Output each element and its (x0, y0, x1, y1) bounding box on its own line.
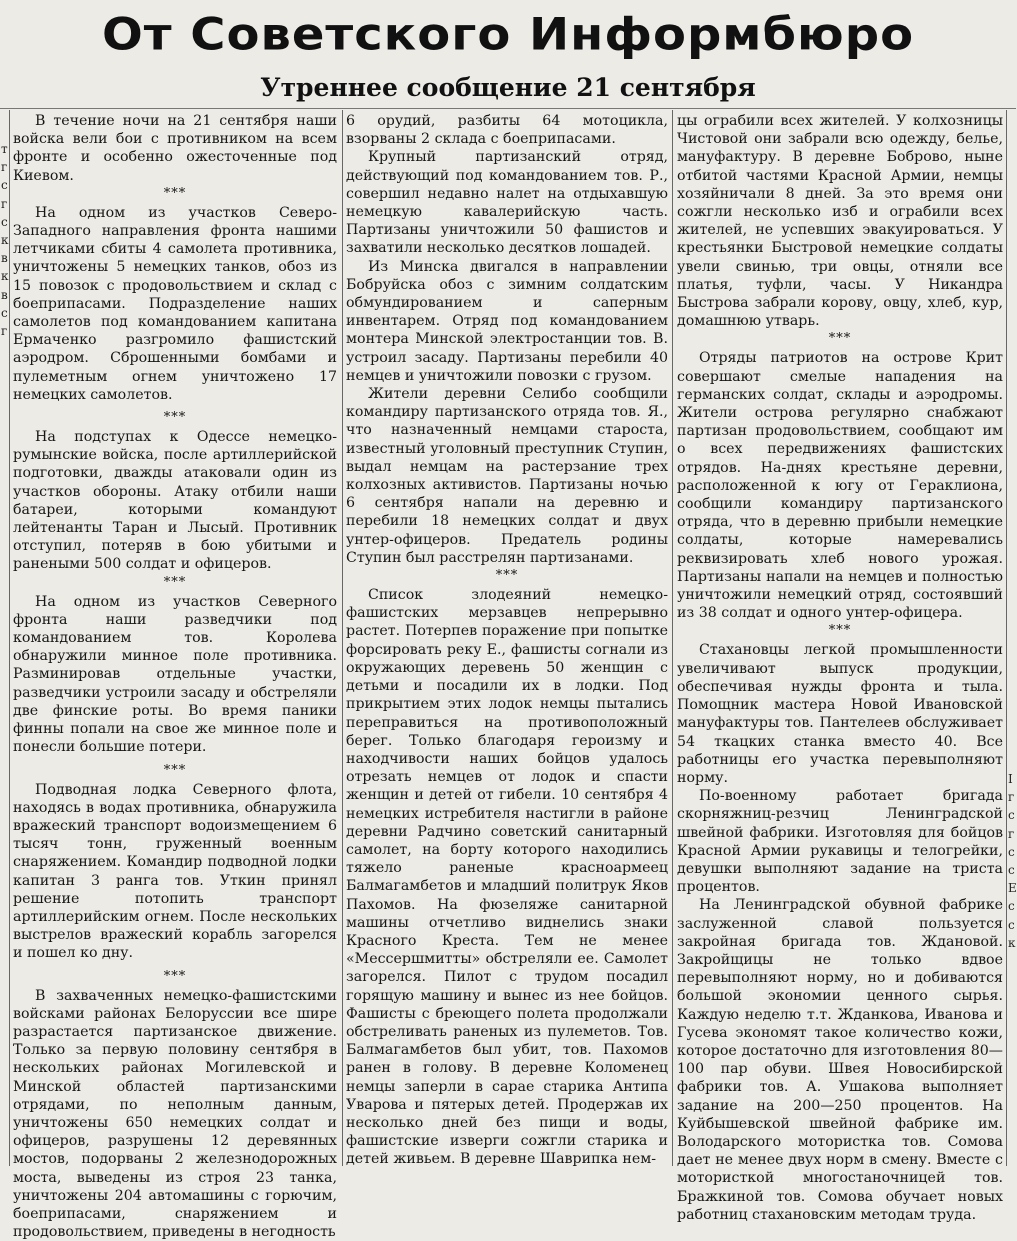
right-edge-letter: к (1008, 935, 1016, 950)
asterism-separator: *** (163, 968, 187, 984)
asterism-separator: *** (163, 762, 187, 778)
asterism-separator: *** (163, 574, 187, 590)
paragraph: Отряды патриотов на острове Крит совершают смелые нападения на германских солдат, склады и аэродромы. Жители острова регулярно снабжают партизан продовольствием, сообщают им о всех передвижениях фашистских отрядов. На-днях крестьяне деревни, расположенной к югу от Гераклиона, сообщили командиру партизанского отряда, что в деревню прибыли немецкие солдаты, которые намеревались реквизировать хлеб нового урожая. Партизаны напали на немцев и полностью уничтожили немецкий отряд, состоявший из 38 солдат и одного унтер-офицера. (677, 350, 1003, 622)
paragraph: На одном из участков Северного фронта наши разведчики под командованием тов. Королева обнаружили минное поле противника. Разминировав отдельные участки, разведчики устроили засаду и обстреляли две финские роты. Во время паники финны попали на свое же минное поле и понесли большие потери. (13, 593, 337, 756)
asterism-separator: *** (828, 331, 852, 347)
left-edge-letter: к (1, 269, 9, 284)
right-edge-letter: Е (1008, 881, 1017, 896)
right-edge-fragment (1008, 770, 1016, 952)
column-rule-1 (342, 110, 343, 1166)
right-edge-letter: с (1008, 917, 1015, 932)
article-column-3 (677, 112, 1003, 1223)
right-edge-letter: I (1008, 772, 1013, 786)
left-edge-letter: с (1, 305, 8, 320)
asterism-separator: *** (495, 568, 519, 584)
asterism-separator: *** (163, 185, 187, 201)
left-edge-fragment (1, 140, 9, 340)
right-edge-letter: г (1008, 790, 1015, 805)
paragraph: На подступах к Одессе немецко-румынские войска, после артиллерийской подготовки, дважды атаковали один из участков обороны. Атаку отбили наши батареи, которыми командуют лейтенанты Таран и Лысый. Противник отступил, потеряв в бою убитыми и ранеными 500 солдат и офицеров. (13, 429, 337, 573)
right-edge-letter: с (1008, 899, 1015, 914)
right-edge-letter: с (1008, 844, 1015, 859)
left-edge-letter: т (1, 142, 8, 156)
paragraph: В течение ночи на 21 сентября наши войска вели бои с противником на всем фронте и особенно ожесточенные под Киевом. (13, 113, 337, 184)
paragraph: В захваченных немецко-фашистскими войсками районах Белоруссии все шире разрастается партизанское движение. Только за первую половину сентября в нескольких районах Могилевской и Минской областей партизанскими отрядами, по неполным данным, уничтожены 650 немецких солдат и офицеров, разрушены 12 деревянных мостов, подорваны 2 железнодорожных моста, выведены из строя 23 танка, уничтожены 204 автомашины с горючим, боеприпасами, снаряжением и продовольствием, приведены в негодность (13, 987, 337, 1241)
header-rule (0, 108, 1016, 109)
asterism-separator: *** (828, 623, 852, 639)
paragraph: Подводная лодка Северного флота, находясь в водах противника, обнаружила вражеский транспорт водоизмещением 6 тысяч тонн, груженный военным снаряжением. Командир подводной лодки капитан 3 ранга тов. Уткин принял решение потопить транспорт артиллерийским огнем. После нескольких выстрелов вражеский корабль загорелся и пошел ко дну. (13, 781, 337, 962)
paragraph: Стахановцы легкой промышленности увеличивают выпуск продукции, обеспечивая нужды фронта и тыла. Помощник мастера Новой Ивановской мануфактуры тов. Пантелеев обслуживает 54 ткацких станка вместо 40. Все работницы его участка перевыполняют норму. (677, 642, 1003, 786)
paragraph: Список злодеяний немецко-фашистских мерзавцев непрерывно растет. Потерпев поражение при попытке форсировать реку Е., фашисты согнали из окружающих деревень 50 женщин с детьми и посадили их в лодки. Под прикрытием этих лодок немцы пытались переправиться на противоположный берег. Только благодаря героизму и находчивости наших бойцов удалось отрезать немцев от лодок и спасти женщин и детей от гибели. 10 сентября 4 немецких истребителя настигли в районе деревни Радчино советский санитарный самолет, на борту которого находились тяжело раненые красноармеец Балмагамбетов и младший политрук Яков Пахомов. На фюзеляже санитарной машины отчетливо виднелись знаки Красного Креста. Тем не менее «Мессершмитты» обстреляли ее. Самолет загорелся. Пилот с трудом посадил горящую машину и вынес из нее бойцов. Фашисты с бреющего полета продолжали обстреливать раненых из пулеметов. Тов. Балмагамбетов был убит, тов. Пахомов ранен в голову. В деревне Коломенец немцы заперли в сарае старика Антипа Уварова и пятерых детей. Продержав их несколько дней без пищи и воды, фашистские изверги сожгли старика и детей живьем. В деревне Шаврипка нем- (346, 587, 668, 1168)
page-subtitle: Утреннее сообщение 21 сентября (260, 73, 756, 102)
left-edge-letter: в (1, 287, 8, 302)
left-edge-letter: в (1, 251, 8, 266)
left-edge-letter: г (1, 324, 8, 339)
paragraph: цы ограбили всех жителей. У колхозницы Чистовой они забрали всю одежду, белье, мануфактуру. В деревне Боброво, ныне отбитой частями Красной Армии, немцы хозяйничали 8 дней. За это время они сожгли несколько изб и ограбили всех жителей, не успевших эвакуироваться. У крестьянки Быстровой немецкие солдаты увели свинью, три овцы, отняли все платья, туфли, часы. У Никандра Быстрова забрали корову, овцу, хлеб, кур, домашнюю утварь. (677, 113, 1003, 330)
paragraph: 6 орудий, разбиты 64 мотоцикла, взорваны 2 склада с боеприпасами. (346, 113, 668, 148)
left-edge-letter: к (1, 233, 9, 248)
right-edge-letter: г (1008, 826, 1015, 841)
column-rule-2 (672, 110, 673, 1166)
paragraph: Крупный партизанский отряд, действующий под командованием тов. Р., совершил недавно налет на отдыхавшую немецкую кавалерийскую часть. Партизаны уничтожили 50 фашистов и захватили несколько десятков лошадей. (346, 149, 668, 257)
page-title: От Советского Информбюро (101, 9, 915, 61)
right-edge-letter: с (1008, 808, 1015, 823)
left-edge-letter: г (1, 160, 8, 175)
paragraph: На одном из участков Северо-Западного направления фронта нашими летчиками сбиты 4 самолета противника, уничтожены 5 немецких танков, обоз из 15 повозок с продовольствием и склад с боеприпасами. Подразделение наших самолетов под командованием капитана Ермаченко разгромило фашистский аэродром. Сброшенными бомбами и пулеметным огнем уничтожено 17 немецких самолетов. (13, 204, 337, 403)
article-column-1 (13, 112, 337, 1241)
paragraph: Из Минска двигался в направлении Бобруйска обоз с зимним солдатским обмундированием и саперным инвентарем. Отряд под командованием монтера Минской электростанции тов. В. устроил засаду. Партизаны перебили 40 немцев и уничтожили повозки с грузом. (346, 258, 668, 384)
left-edge-letter: с (1, 214, 8, 229)
article-column-2 (346, 112, 668, 1170)
paragraph: По-военному работает бригада скорняжниц-резчиц Ленинградской швейной фабрики. Изготовляя для бойцов Красной Армии рукавицы и телогрейки, девушки выполняют задание на триста процентов. (677, 788, 1003, 896)
left-edge-letter: г (1, 196, 8, 211)
column-rule-left (9, 110, 10, 1166)
paragraph: На Ленинградской обувной фабрике заслуженной славой пользуется закройная бригада тов. Ждановой. Закройщицы не только вдвое перевыполняют норму, но и добиваются большой экономии ценного сырья. Каждую неделю т.т. Жданкова, Иванова и Гусева экономят такое количество кожи, которое достаточно для изготовления 80—100 пар обуви. Швея Новосибирской фабрики тов. А. Ушакова выполняет задание на 200—250 процентов. На Куйбышевской швейной фабрике им. Володарского мотористка тов. Сомова дает не менее двух норм в смену. Вместе с мотористкой многостаночницей тов. Бражкиной тов. Сомова обучает новых работниц стахановским методам труда. (677, 897, 1003, 1223)
asterism-separator: *** (163, 410, 187, 426)
right-edge-letter: с (1008, 863, 1015, 878)
column-rule-right (1006, 110, 1007, 1166)
left-edge-letter: с (1, 178, 8, 193)
paragraph: Жители деревни Селибо сообщили командиру партизанского отряда тов. Я., что назначенный немцами староста, известный уголовный преступник Ступин, выдал немцам на растерзание трех колхозных активистов. Партизаны ночью 6 сентября напали на деревню и перебили 18 немецких солдат и двух унтер-офицеров. Предатель родины Ступин был расстрелян партизанами. (346, 386, 668, 566)
